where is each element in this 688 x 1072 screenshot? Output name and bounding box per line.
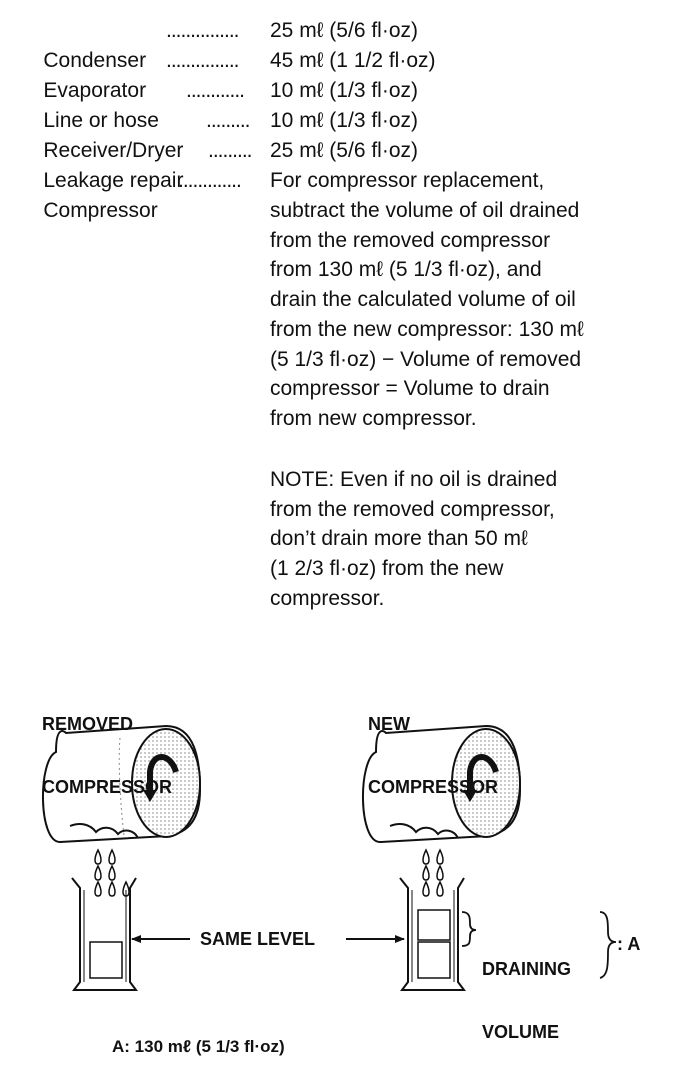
text-line: from the new compressor: 130 mℓ (270, 317, 584, 341)
a-brace (600, 912, 616, 978)
text-line: compressor. (270, 586, 385, 610)
oil-drops (95, 850, 129, 896)
footnote: A: 130 mℓ (5 1/3 fl·oz) (112, 1037, 285, 1056)
spec-value: 10 mℓ (1/3 fl·oz) (270, 109, 418, 132)
leader-dots: ............. (178, 169, 241, 192)
leader-dots: ............... (166, 19, 239, 42)
text-line: from the removed compressor (270, 228, 551, 252)
same-level-label: SAME LEVEL (200, 929, 316, 949)
label-line: COMPRESSOR (368, 777, 499, 797)
text-line: NOTE: Even if no oil is drained (270, 468, 558, 491)
spec-label: Leakage repair (43, 169, 184, 192)
spec-label: Line or hose (43, 109, 159, 132)
measuring-cylinder-new (400, 878, 464, 990)
a-marker-label: : A (617, 934, 641, 954)
label-line: DRAINING (482, 959, 571, 979)
text-line: from the removed compressor, (270, 497, 555, 521)
text-line: compressor = Volume to drain (270, 377, 550, 401)
oil-drops (423, 850, 443, 896)
text-line: drain the calculated volume of oil (270, 288, 576, 312)
spec-value: 25 mℓ (5/6 fl·oz) (270, 19, 418, 42)
text-line: from new compressor. (270, 406, 477, 430)
label-line: VOLUME (482, 1022, 560, 1042)
spec-label: Condenser (43, 49, 147, 72)
draining-volume-label (482, 917, 571, 1064)
leader-dots: ......... (208, 139, 252, 162)
spec-value: 10 mℓ (1/3 fl·oz) (270, 79, 418, 102)
new-compressor-label (368, 672, 498, 819)
text-line: (1 2/3 fl·oz) from the new (270, 557, 504, 581)
draining-volume-brace (462, 912, 476, 946)
label-line: COMPRESSOR (42, 777, 173, 797)
removed-compressor-label (42, 672, 172, 819)
text-line: (5 1/3 fl·oz) − Volume of removed (270, 347, 582, 371)
spec-value: 45 mℓ (1 1/2 fl·oz) (270, 49, 436, 72)
label-line: REMOVED (42, 714, 134, 734)
leader-dots: ......... (206, 109, 250, 132)
text-line: don’t drain more than 50 mℓ (270, 527, 528, 551)
measuring-cylinder-removed (72, 878, 136, 990)
spec-label: Receiver/Dryer (43, 139, 184, 162)
spec-value: For compressor replacement, (270, 169, 545, 192)
spec-label: Evaporator (43, 79, 147, 102)
spec-value: 25 mℓ (5/6 fl·oz) (270, 139, 418, 162)
leader-dots: ............... (166, 49, 239, 72)
text-line: subtract the volume of oil drained (270, 199, 580, 222)
leader-dots: ............ (186, 79, 245, 102)
text-line: from 130 mℓ (5 1/3 fl·oz), and (270, 258, 542, 282)
spec-label: Compressor (43, 199, 158, 222)
label-line: NEW (368, 714, 410, 734)
